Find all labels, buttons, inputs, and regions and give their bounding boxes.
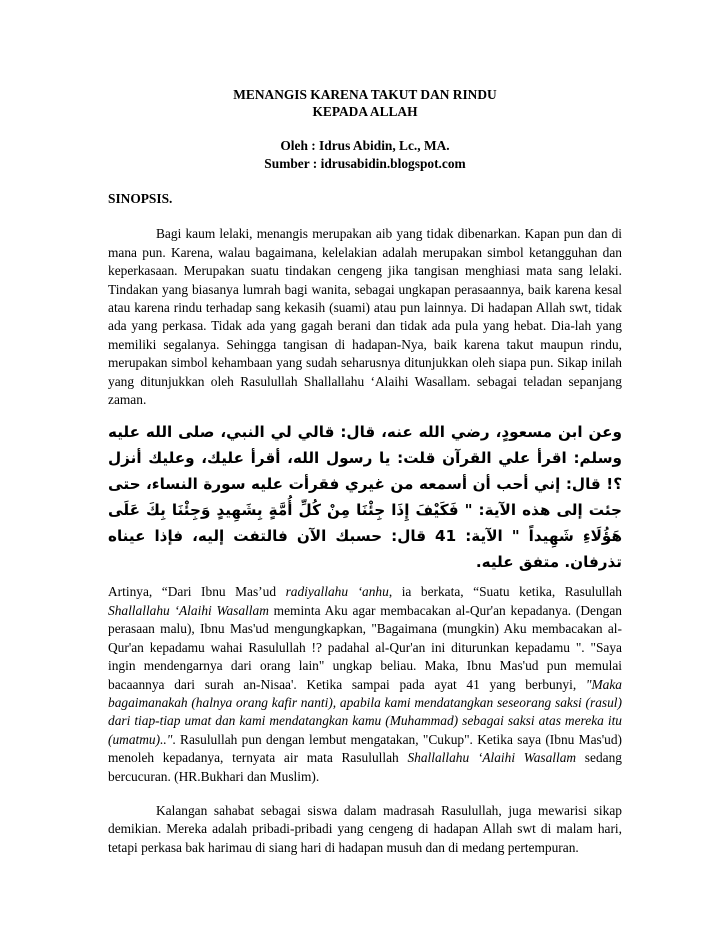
sinopsis-heading: SINOPSIS. bbox=[108, 191, 173, 206]
translation-italic-2: Shallallahu ‘Alaihi Wasallam bbox=[108, 602, 269, 618]
translation-text-3: meminta Aku agar membacakan al-Qur'an kepadanya. (Dengan perasaan malu), Ibnu Mas'ud mengungkapkan, "Bagaimana (mungkin) Aku membacakan al-Qur'an kepadamu wahai Rasulullah !? padahal al-Qur'an ini diturunkan kepadamu ". "Saya ingin mendengarnya dari orang lain" ungkap beliau. Maka, Ibnu Mas'ud pun memulai bacaannya dari surah an-Nisaa'. Ketika sampai pada ayat 41 yang berbunyi, bbox=[108, 602, 623, 692]
translation-text-2: , ia berkata, “Suatu ketika, Rasulullah bbox=[388, 584, 623, 600]
translation-text-5: sedang bercucuran. (HR.Bukhari dan Muslim). bbox=[108, 750, 622, 784]
author-block bbox=[108, 137, 622, 173]
closing-paragraph: Kalangan sahabat sebagai siswa dalam madrasah Rasulullah, juga mewarisi sikap demikian. Mereka adalah pribadi-pribadi yang cengeng di hadapan Allah swt di malam hari, tetapi perkasa bak harimau di siang hari di hadapan musuh dan di medang pertempuran. bbox=[108, 802, 622, 855]
author-line: Oleh : Idrus Abidin, Lc., MA. bbox=[280, 138, 450, 153]
hadith-translation-paragraph bbox=[108, 583, 622, 785]
sinopsis-paragraph: Bagi kaum lelaki, menangis merupakan aib yang tidak dibenarkan. Kapan pun dan di mana pun. Karena, walau bagaimana, kelelakian adalah merupakan simbol ketangguhan dan keperkasaan. Merupakan suatu tindakan cengeng jika tangisan menghiasi mata sang lelaki. Tindakan yang biasanya lumrah bagi wanita, sebagai ungkapan perasaannya, baik karena kesal atau karena rindu terhadap sang kekasih (suami) atau pun lainnya. Di hadapan Allah swt, tidak ada yang perkasa. Tidak ada yang gagah berani dan tidak ada pula yang hebat. Dia-lah yang memiliki segalanya. Sehingga tangisan di hadapan-Nya, baik karena takut maupun rindu, merupakan simbol kehambaan yang sudah seharusnya ditunjukkan oleh siapa pun. Sikap inilah yang ditunjukkan oleh Rasulullah Shallallahu ‘Alaihi Wasallam. sebagai teladan sepanjang zaman. bbox=[108, 226, 622, 408]
document-title bbox=[108, 86, 622, 120]
translation-italic-3: "Maka bagaimanakah (halnya orang kafir nanti), apabila kami mendatangkan seseorang saksi (rasul) dari tiap-tiap umat dan kami mendatangkan kamu (Muhammad) sebagai saksi atas mereka itu (umatmu).." bbox=[108, 676, 622, 747]
title-line-1: MENANGIS KARENA TAKUT DAN RINDU bbox=[233, 87, 497, 102]
translation-italic-1: radiyallahu ‘anhu bbox=[285, 584, 389, 600]
translation-text-1: Artinya, “Dari Ibnu Mas’ud bbox=[108, 584, 286, 600]
translation-text-4: . Rasulullah pun dengan lembut mengatakan, "Cukup". Ketika saya (Ibnu Mas'ud) menoleh kepadanya, ternyata air mata Rasulullah bbox=[108, 731, 622, 766]
hadith-arabic-text: وعن ابن مسعودٍ، رضي الله عنه، قال: قالي لي النبي، صلى الله عليه وسلم: اقرأ علي القرآن قلت: يا رسول الله، أقرأ عليك، وعليك أنزل ؟! قال: إني أحب أن أسمعه من غيري فقرأت عليه سورة النساء، حتى جئت إلى هذه الآية: " فَكَيْفَ إِذَا جِئْنَا مِنْ كُلِّ أُمَّةٍ بِشَهِيدٍ وَجِئْنَا بِكَ عَلَى هَؤُلَاءِ شَهِيداً " الآية: 41 قال: حسبك الآن فالتفت إليه، فإذا عيناه تذرفان. متفق عليه. bbox=[108, 423, 622, 572]
source-line: Sumber : idrusabidin.blogspot.com bbox=[264, 156, 466, 171]
title-line-2: KEPADA ALLAH bbox=[312, 104, 418, 119]
translation-italic-4: Shallallahu ‘Alaihi Wasallam bbox=[407, 750, 577, 766]
